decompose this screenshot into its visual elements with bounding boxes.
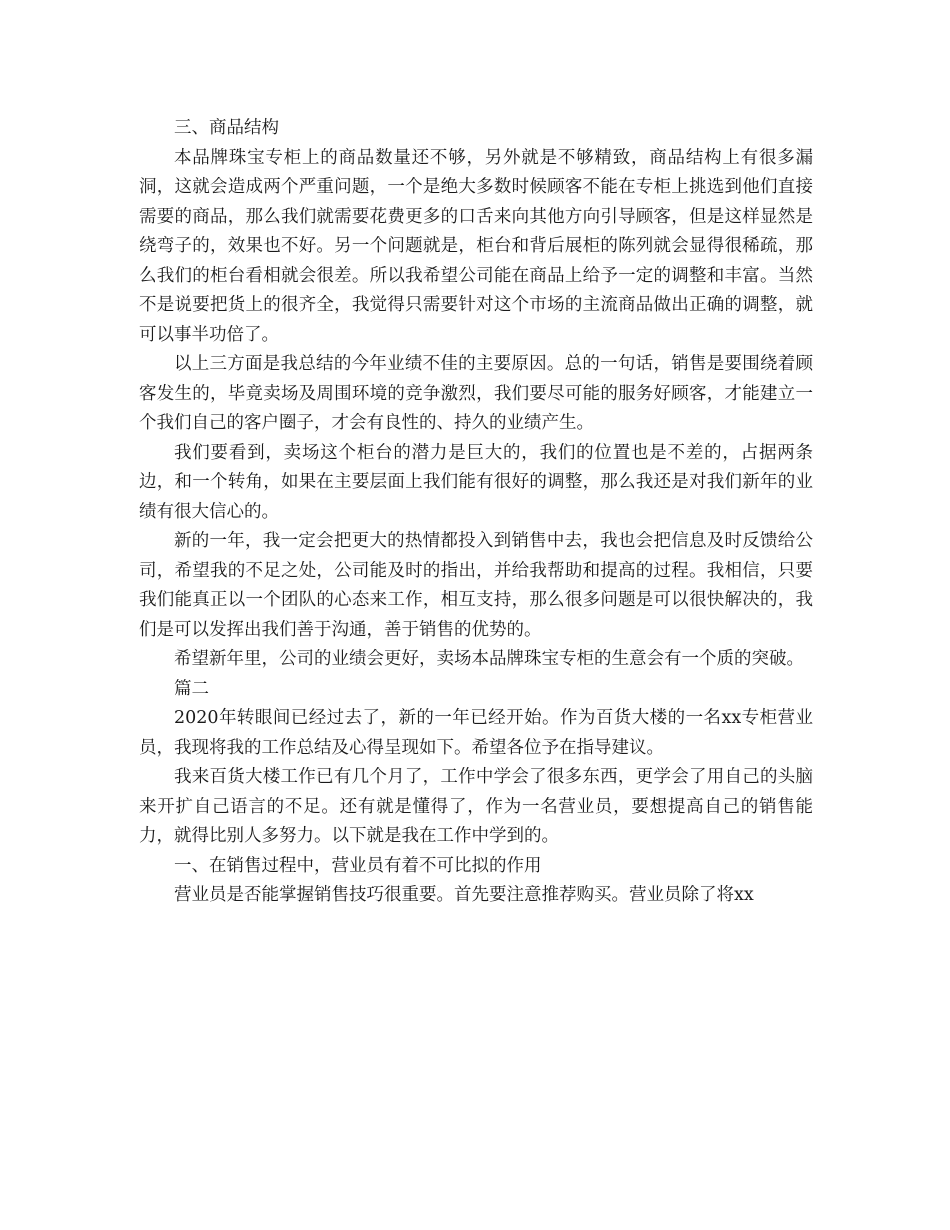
paragraph-work-learning: 我来百货大楼工作已有几个月了，工作中学会了很多东西，更学会了用自己的头脑来开扩自己语言的不足。还有就是懂得了，作为一名营业员，要想提高自己的销售能力，就得比别人多努力。以下就是我在工作中学到的。 — [139, 767, 813, 846]
paragraph-counter-potential: 我们要看到，卖场这个柜台的潜力是巨大的，我们的位置也是不差的，占据两条边，和一个转角，如果在主要层面上我们能有很好的调整，那么我还是对我们新年的业绩有很大信心的。 — [139, 442, 813, 522]
section-heading-product-structure: 三、商品结构 — [174, 118, 279, 138]
document-body — [139, 114, 813, 911]
paragraph-year-intro: 2020年转眼间已经过去了，新的一年已经开始。作为百货大楼的一名xx专柜营业员，我现将我的工作总结及心得呈现如下。希望各位予在指导建议。 — [139, 708, 813, 758]
paragraph-new-year-hope: 希望新年里，公司的业绩会更好，卖场本品牌珠宝专柜的生意会有一个质的突破。 — [174, 649, 804, 669]
paragraph-sales-skills: 营业员是否能掌握销售技巧很重要。首先要注意推荐购买。营业员除了将xx — [174, 885, 754, 905]
section-heading-sales-role: 一、在销售过程中，营业员有着不可比拟的作用 — [174, 855, 542, 876]
paragraph-new-year-commitment: 新的一年，我一定会把更大的热情都投入到销售中去，我也会把信息及时反馈给公司，希望我的不足之处，公司能及时的指出，并给我帮助和提高的过程。我相信，只要我们能真正以一个团队的心态来工作，相互支持，那么很多问题是可以很快解决的，我们是可以发挥出我们善于沟通，善于销售的优势的。 — [139, 531, 813, 640]
paragraph-summary-reasons: 以上三方面是我总结的今年业绩不佳的主要原因。总的一句话，销售是要围绕着顾客发生的，毕竟卖场及周围环境的竞争激烈，我们要尽可能的服务好顾客，才能建立一个我们自己的客户圈子，才会有良性的、持久的业绩产生。 — [139, 354, 813, 433]
section-heading-part-two: 篇二 — [174, 678, 209, 699]
paragraph-product-structure: 本品牌珠宝专柜上的商品数量还不够，另外就是不够精致，商品结构上有很多漏洞，这就会造成两个严重问题，一个是绝大多数时候顾客不能在专柜上挑选到他们直接需要的商品，那么我们就需要花费更多的口舌来向其他方向引导顾客，但是这样显然是绕弯子的，效果也不好。另一个问题就是，柜台和背后展柜的陈列就会显得很稀疏，那么我们的柜台看相就会很差。所以我希望公司能在商品上给予一定的调整和丰富。当然不是说要把货上的很齐全，我觉得只需要针对这个市场的主流商品做出正确的调整，就可以事半功倍了。 — [139, 147, 813, 345]
